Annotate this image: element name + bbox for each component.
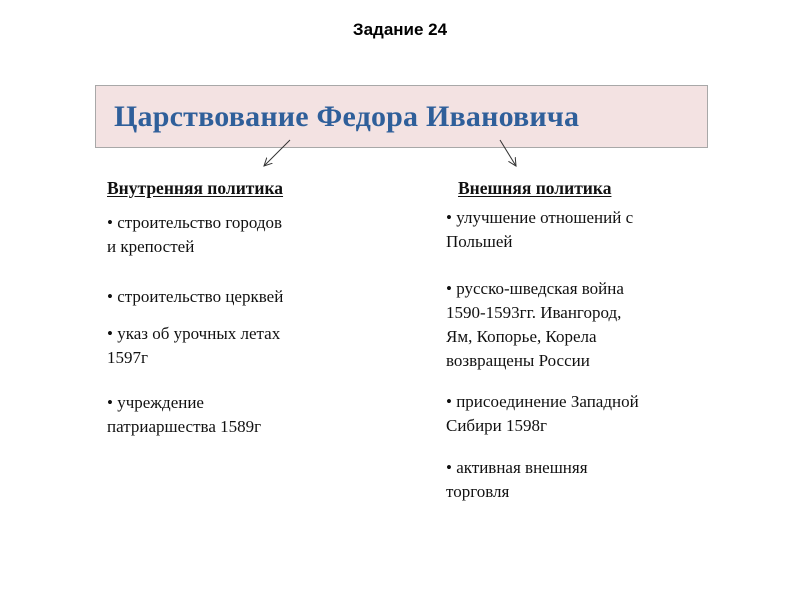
- arrow-right: [500, 140, 516, 166]
- right-item-1: • улучшение отношений с Польшей: [446, 208, 634, 251]
- left-item-1: • строительство городов и крепостей: [107, 213, 283, 256]
- left-item-2: • строительство церквей: [107, 287, 284, 306]
- right-item-3: • присоединение Западной Сибири 1598г: [446, 392, 639, 435]
- left-item-4: • учреждение патриаршества 1589г: [107, 393, 262, 436]
- task-title: Задание 24: [352, 20, 448, 39]
- arrow-left: [264, 140, 290, 166]
- right-heading: Внешняя политика: [458, 178, 612, 198]
- left-heading: Внутренняя политика: [107, 178, 284, 198]
- right-item-2: • русско-шведская война 1590-1593гг. Ивангород, Ям, Копорье, Корела возвращены России: [446, 279, 624, 370]
- left-item-3: • указ об урочных летах 1597г: [107, 324, 281, 367]
- right-item-4: • активная внешняя торговля: [446, 458, 588, 501]
- main-title: Царствование Федора Ивановича: [114, 99, 580, 133]
- right-column: [446, 206, 776, 504]
- left-column: [107, 211, 427, 439]
